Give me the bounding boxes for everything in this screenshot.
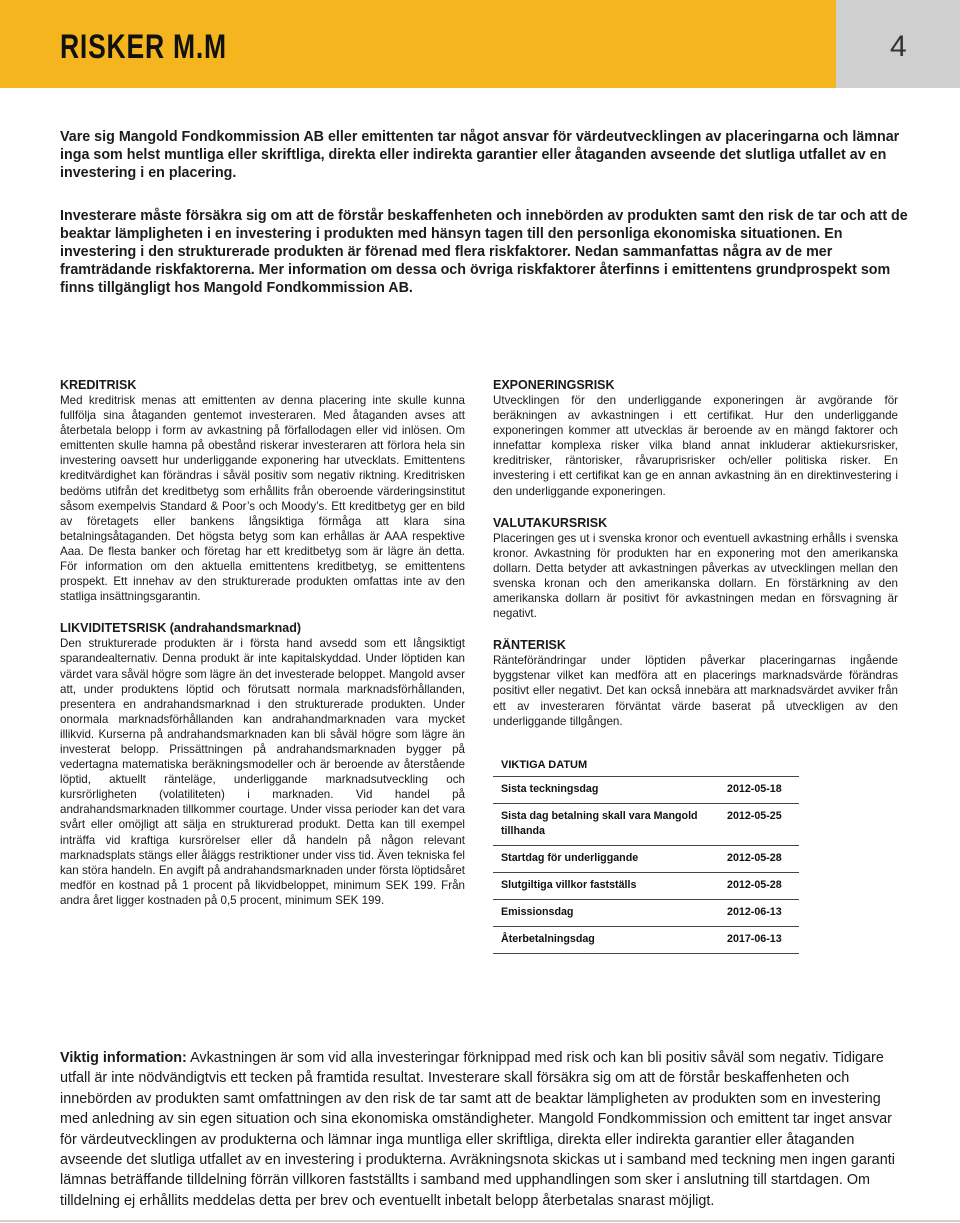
important-information-text: Avkastningen är som vid alla investeringar förknippad med risk och kan bli positiv såväl som negativ. Tidigare utfall är inte nödvändigtvis ett tecken på framtida resultat. Investerare skall försäkra sig om att de förstår beskaffenheten och innebörden av produkten samt omfattningen av den risk de tar samt att de beaktar lämpligheten av produkten som en investering med anledning av sin egen situation och sina ekonomiska omständigheter. Mangold Fondkommission och emittent tar inget ansvar för värdeutvecklingen av produkterna och lämnar inga muntliga eller skriftliga, direkta eller indirekta garantier eller åtaganden avseende det slutliga utfallet av en investering i produkterna. Avräkningsnota skickas ut i samband med teckning men ingen garanti lämnas beträffande tilldelning förrän villkoren fastställts i samband med upphandlingen som sker i anslutning till startdagen. Om tilldelning ej erhållits meddelas detta per brev och eventuellt inbetalt belopp återbetalas snarast möjligt. — [60, 1050, 895, 1209]
exponeringsrisk-text: Utvecklingen för den underliggande exponeringen är avgörande för beräkningen av avkastningen i ett certifikat. Hur den underliggande exponeringen kommer att utvecklas är beroende av en mängd faktorer och innefattar komplexa risker vilka bland annat inkluderar aktiekursrisker, kreditrisker, räntorisker, råvaruprisrisker och/eller politiska risker. En investering i ett certifikat kan ge en annan avkastning än en direktinvestering i den underliggande exponeringen. — [493, 394, 898, 498]
likviditetsrisk-heading: LIKVIDITETSRISK (andrahandsmarknad) — [60, 621, 302, 636]
table-row — [493, 846, 799, 873]
header-bar — [0, 0, 960, 88]
important-information — [60, 1048, 896, 1211]
date-value: 2012-05-25 — [727, 809, 782, 822]
intro-disclaimer: Vare sig Mangold Fondkommission AB eller emittenten tar något ansvar för värdeutvecklingen av placeringarna och lämnar inga som helst muntliga eller skriftliga, direkta eller indirekta garantier eller åtaganden avseende det slutliga utfallet av en investering i en placering. — [60, 129, 900, 181]
valutakursrisk-heading: VALUTAKURSRISK — [493, 515, 608, 530]
page-title: RISKER M.M — [60, 28, 227, 66]
ranterisk-text: Ränteförändringar under löptiden påverkar placeringarnas ingående byggstenar vilket kan medföra att en placerings marknadsvärde förändras positivt eller negativt. Det kan också innebära att marknadsvärdet avviker från ett av investeraren förväntat värde baserat på utveckligen av den underliggande tillgången. — [493, 654, 898, 728]
page-number: 4 — [890, 30, 907, 63]
date-value: 2012-06-13 — [727, 905, 782, 918]
left-column — [60, 377, 465, 924]
important-dates-table — [493, 751, 799, 954]
date-label: Emissionsdag — [501, 905, 574, 918]
date-value: 2012-05-28 — [727, 851, 782, 864]
table-row — [493, 873, 799, 900]
table-row — [493, 927, 799, 954]
footer-divider — [0, 1220, 960, 1222]
date-label: Sista teckningsdag — [501, 782, 599, 795]
likviditetsrisk-text: Den strukturerade produkten är i första hand avsedd som ett långsiktigt sparandealternativ. Denna produkt är inte kapitalskyddad. Under löptiden kan värdet vara såväl högre som lägre än det investerade beloppet. Mangold avser att, under produktens löptid och förutsatt normala marknadsförhållanden, presentera en andrahandsmarknad i den strukturerade produkten. Under onormala marknadsförhållanden kan andrahandmarknaden vara mycket illikvid. Kurserna på andrahandsmarknaden kan bli såväl högre som lägre än investerat belopp. Prissättningen på andrahandsmarknaden bygger på vedertagna matematiska beräkningsmodeller och är beroende av återstående löptid, aktuellt ränteläge, underliggande marknadsutveckling och kursrörligheten (volatiliteten) i marknaden. Vid handel på andrahandsmarknaden tillkommer courtage. Under vissa perioder kan det vara svårt eller omöjligt att sälja en strukturerad produkt. Detta kan till exempel inträffa vid kraftiga kursrörelser eller då handeln på någon relevant marknadsplats stängs eller åläggs restriktioner under viss tid. Även tekniska fel kan störa handeln. En avgift på andrahandsmarknaden under första löptidsåret medför en kostnad på 1 procent på likvidbeloppet, minimum SEK 199. Från andra året ligger kostnaden på 0,5 procent, minimum SEK 199. — [60, 637, 465, 907]
date-value: 2012-05-18 — [727, 782, 782, 795]
kreditrisk-heading: KREDITRISK — [60, 378, 137, 392]
date-label: Startdag för underliggande — [501, 851, 639, 864]
right-column — [493, 377, 898, 954]
date-label: Återbetalningsdag — [501, 932, 595, 945]
table-row — [493, 777, 799, 804]
valutakursrisk-text: Placeringen ges ut i svenska kronor och eventuell avkastning erhålls i svenska kronor. Avkastning för produkten har en exponering mot den amerikanska dollarn. Detta betyder att avkastningen påverkas av utvecklingen mellan den svenska kronan och den amerikanska dollarn. En förstärkning av den amerikanska dollarn är positivt för avkastningen medan en försvagning är negativt. — [493, 531, 898, 621]
exponeringsrisk-heading: EXPONERINGSRISK — [493, 378, 615, 392]
table-row — [493, 900, 799, 927]
date-label: Slutgiltiga villkor fastställs — [501, 878, 637, 891]
kreditrisk-text: Med kreditrisk menas att emittenten av denna placering inte skulle kunna fullfölja sina åtaganden gentemot investeraren. Med åtaganden avses att återbetala belopp i form av avkastning på förfallodagen eller vid inlösen. Om emittenten skulle hamna på obestånd riskerar investeraren att förlora hela sin investering oavsett hur underliggande exponering har utvecklats. Emittentens kreditvärdighet kan förändras i såväl positiv som negativ riktning. Kreditrisken bedöms utifrån det kreditbetyg som erhållits från oberoende värderingsinstitut såsom exempelvis Standard & Poor’s och Moody’s. Ett kreditbetyg ger en bild av företagets eller bankens långsiktiga förmåga att klara sina betalningsåtaganden. Det högsta betyg som kan erhållas är AAA respektive Aaa. De flesta banker och företag har ett kreditbetyg som är lägre än detta. För information om den aktuella emittentens kreditbetyg, se emittentens prospekt. Ett innehav av den strukturerade produkten omfattas inte av den statliga insättningsgarantin. — [60, 394, 465, 604]
date-value: 2017-06-13 — [727, 932, 782, 945]
intro-investor-notice: Investerare måste försäkra sig om att de förstår beskaffenheten och innebörden av produkten samt den risk de tar och att de beaktar lämpligheten i en investering i produkten med hänsyn tagen till den personliga ekonomiska situationen. En investering i den strukturerade produkten är förenad med flera riskfaktorer. Nedan sammanfattas några av de mer framträdande riskfaktorerna. Mer information om dessa och övriga riskfaktorer återfinns i emittentens grundprospekt som finns tillgängligt hos Mangold Fondkommission AB. — [60, 208, 908, 296]
table-row — [493, 804, 799, 846]
important-information-label: Viktig information: — [60, 1050, 187, 1066]
date-label: Sista dag betalning skall vara Mangold tillhanda — [501, 809, 698, 837]
ranterisk-heading: RÄNTERISK — [493, 638, 566, 653]
important-dates-heading: VIKTIGA DATUM — [493, 751, 799, 777]
date-value: 2012-05-28 — [727, 878, 782, 891]
